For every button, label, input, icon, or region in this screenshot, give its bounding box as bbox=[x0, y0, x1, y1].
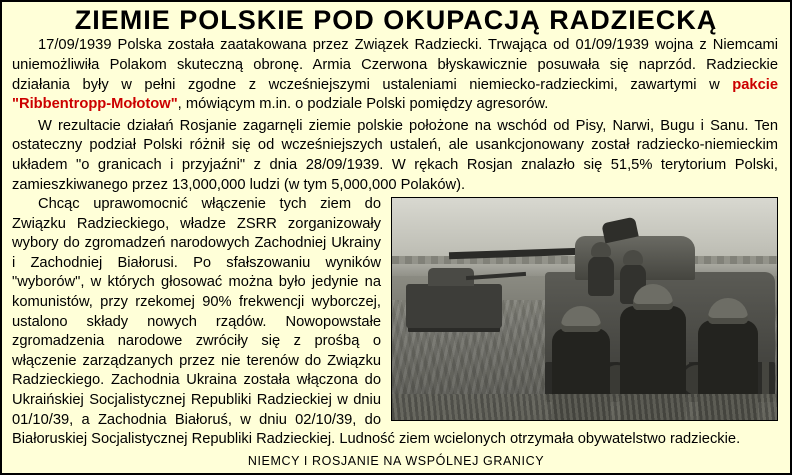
page-title: ZIEMIE POLSKIE POD OKUPACJĄ RADZIECKĄ bbox=[74, 5, 718, 35]
paragraph-3: Chcąc uprawomocnić włączenie tych ziem do Związku Radzieckiego, władze ZSRR zorganizowały wybory do zgromadzeń narodowych Zachodniej Ukrainy i Zachodniej Białorusi. Po sfałszowaniu wyników "wyborów", w których głosować można było jedynie na komunistów, przy rzekomej 90% frekwencji wyborczej, ustalono składy nowych rządów. Nowopowstałe zgromadzenia narodowe zwróciły się z prośbą o włączenie zarządzanych przez nie terenów do Związku Radzieckiego. Zachodnia Ukraina została włączona do Ukraińskiej Socjalistycznej Republiki Radzieckiej w dniu 01/10/39, a Zachodnia Białoruś, w dniu 02/10/39, do Białoruskiej Socjalistycznej Republiki Radzieckiej. Ludność ziem wcielonych otrzymała obywatelstwo radzieckie. bbox=[12, 196, 741, 448]
paragraph-2: W rezultacie działań Rosjanie zagarnęli ziemie polskie położone na wschód od Pisy, Narwi, Bugu i Sanu. Ten ostateczny podział Polski różnił się od wcześniejszych ustaleń, ale usankcjonowany został radziecko-niemieckim układem "o granicach i przyjaźni" z dnia 28/09/1939. W rękach Rosjan znalazło się 51,5% terytorium Polski, zamieszkiwanego przez 13,000,000 ludzi (w tym 5,000,000 Polaków). bbox=[12, 117, 778, 193]
photo-caption: NIEMCY I ROSJANIE NA WSPÓLNEJ GRANICY bbox=[247, 453, 545, 468]
paragraph-1-text-after-highlight: , mówiącym m.in. o podziale Polski pomiędzy agresorów. bbox=[177, 96, 549, 113]
paragraph-1 bbox=[12, 36, 778, 114]
photo-distant-tank bbox=[406, 284, 502, 328]
article-body bbox=[2, 36, 790, 449]
photo-german-soviet-troops bbox=[391, 197, 778, 421]
highlight-ribbentrop-molotov: pakcie "Ribbentropp-Mołotow" bbox=[12, 76, 778, 113]
photo-foreground-grass bbox=[392, 394, 777, 420]
photo-tank-crewman bbox=[588, 256, 614, 296]
paragraph-1-text-before-highlight: 17/09/1939 Polska została zaatakowana przez Związek Radziecki. Trwająca od 01/09/1939 wojna z Niemcami uniemożliwiła Polakom skuteczną obronę. Armia Czerwona błyskawicznie posuwała się naprzód. Radzieckie działania były w pełni zgodne z wcześniejszymi ustaleniami niemiecko-radzieckimi, zawartymi w bbox=[12, 37, 778, 93]
